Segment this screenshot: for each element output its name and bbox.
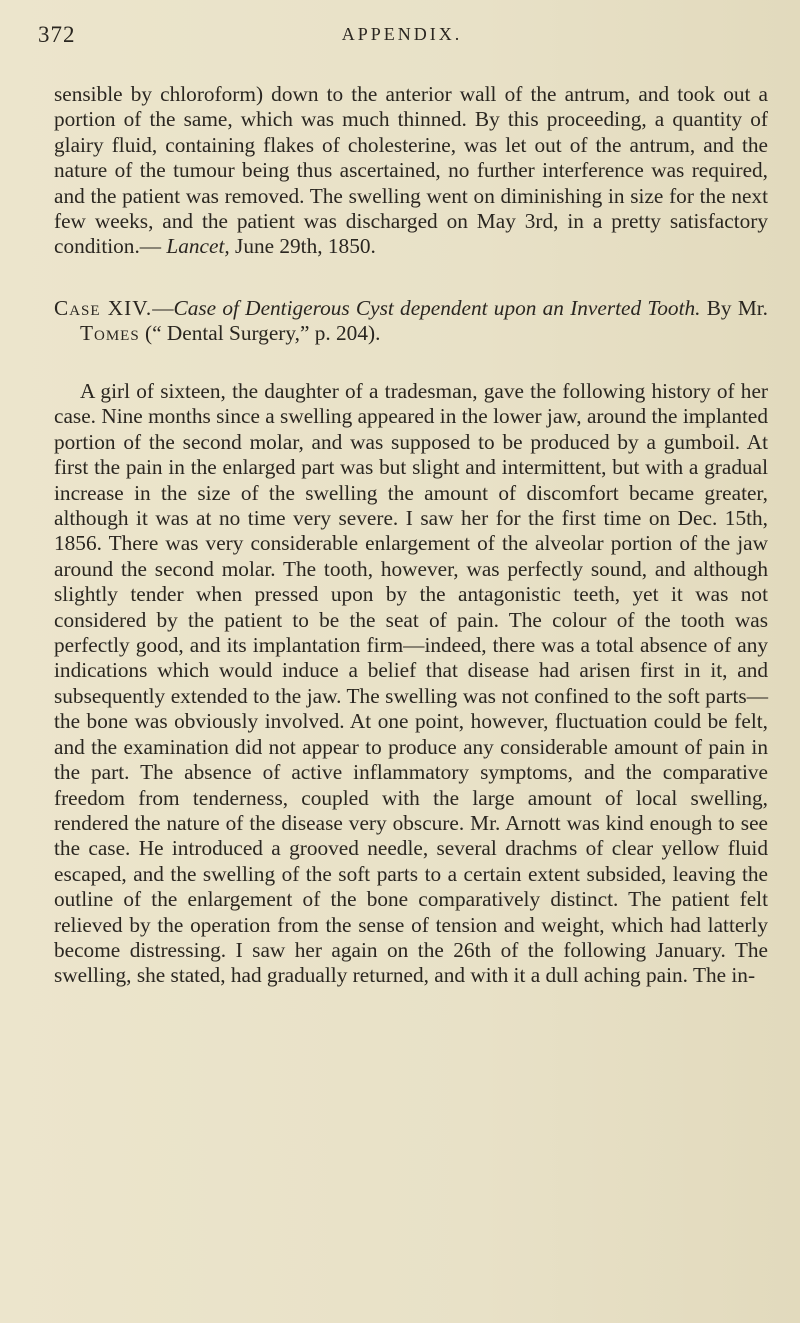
paragraph-continuation bbox=[54, 82, 768, 260]
case-author: Tomes bbox=[80, 321, 140, 346]
case-reference: (“ Dental Surgery,” p. 204). bbox=[139, 321, 381, 346]
case-paragraph-text: A girl of sixteen, the daughter of a tradesman, gave the following history of her case. Nine months since a swelling appeared in the lower jaw, around the implanted portion of the second molar, and was supposed to be produced by a gumboil. At first the pain in the enlarged part was but slight and intermittent, but with a gradual increase in the size of the swelling the amount of discomfort became greater, although it was at no time very severe. I saw her for the first time on Dec. 15th, 1856. There was very considerable enlargement of the alveolar portion of the jaw around the second molar. The tooth, however, was perfectly sound, and although slightly tender when pressed upon by the antagonistic teeth, yet it was not considered by the patient to be the seat of pain. The colour of the tooth was perfectly good, and its implantation firm—indeed, there was a total absence of any indications which would induce a belief that disease had arisen first in it, and subsequently extended to the jaw. The swelling was not confined to the soft parts—the bone was obviously involved. At one point, however, fluctuation could be felt, and the examination did not appear to produce any considerable amount of pain in the part. The absence of active inflammatory symptoms, and the comparative freedom from tenderness, coupled with the large amount of local swelling, rendered the nature of the disease very obscure. Mr. Arnott was kind enough to see the case. He introduced a grooved needle, several drachms of clear yellow fluid escaped, and the swelling of the soft parts to a certain extent subsided, leaving the outline of the enlargement of the bone comparatively distinct. The patient felt relieved by the operation from the sense of tension and weight, which had latterly become distressing. I saw her again on the 26th of the following January. The swelling, she stated, had gradually returned, and with it a dull aching pain. The in- bbox=[54, 379, 768, 988]
case-by: By Mr. bbox=[700, 296, 768, 320]
page-header bbox=[38, 22, 766, 58]
case-heading bbox=[54, 296, 768, 347]
source-citation: Lancet, bbox=[166, 234, 230, 259]
running-head: APPENDIX. bbox=[341, 24, 463, 44]
case-label: Case XIV. bbox=[54, 296, 153, 320]
case-title: Case of Dentigerous Cyst dependent upon an Inverted Tooth. bbox=[173, 296, 701, 320]
page-number: 372 bbox=[38, 22, 76, 47]
case-dash: — bbox=[152, 296, 174, 320]
source-date: June 29th, 1850. bbox=[229, 234, 376, 259]
paragraph-text: sensible by chloroform) down to the anterior wall of the antrum, and took out a portion of the same, which was much thinned. By this proceeding, a quantity of glairy fluid, containing flakes of cholesterine, was let out of the antrum, and the nature of the tumour being thus ascertained, no further interference was required, and the patient was removed. The swelling went on diminishing in size for the next few weeks, and the patient was discharged on May 3rd, in a pretty satisfactory condition.— bbox=[54, 82, 768, 259]
case-paragraph bbox=[54, 379, 768, 989]
